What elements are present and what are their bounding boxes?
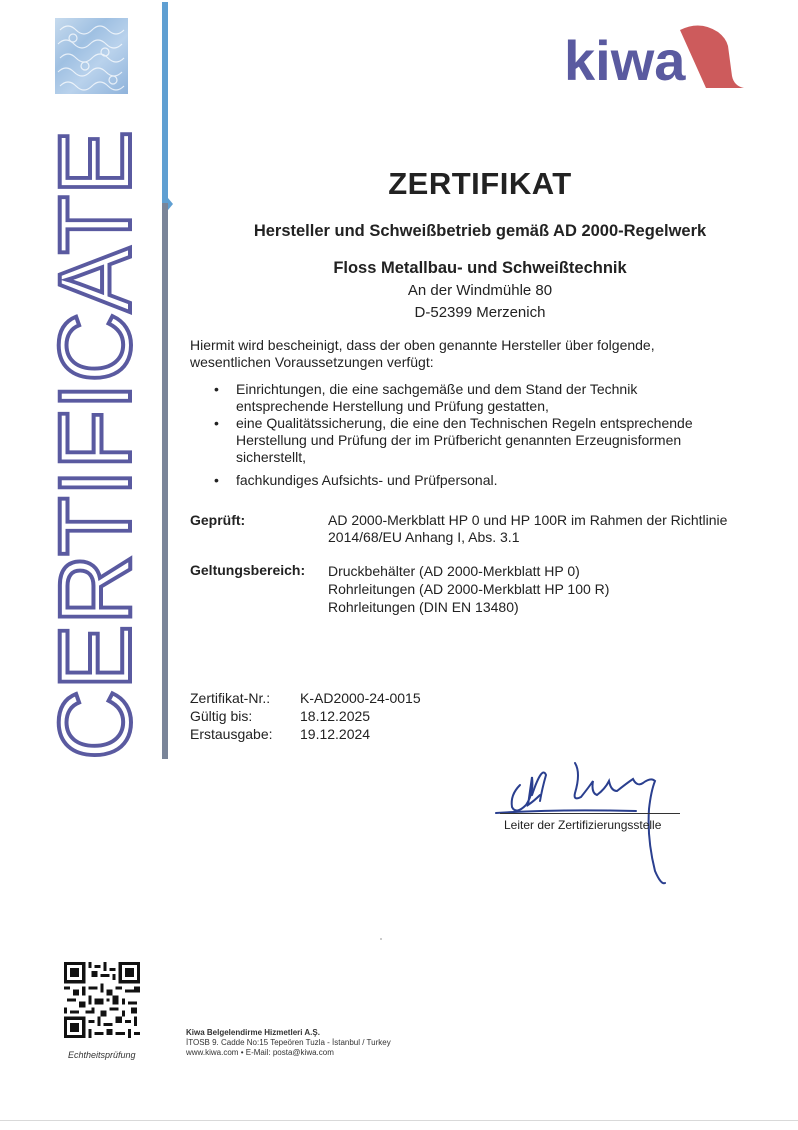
geprueft-value: AD 2000-Merkblatt HP 0 und HP 100R im Rahmen der Richtlinie 2014/68/EU Anhang I, Abs. 3.1 bbox=[328, 512, 728, 545]
intro-paragraph bbox=[190, 337, 710, 371]
accent-bar-blue bbox=[162, 2, 168, 203]
list-item: • eine Qualitätssicherung, die eine den Technischen Regeln entsprechende Herstellung und Prüfung der im Prüfbericht genannten Erzeugnisformen sicherstellt, bbox=[214, 415, 693, 465]
intro-line: wesentlichen Voraussetzungen verfügt: bbox=[190, 354, 434, 370]
first-issue-value: 19.12.2024 bbox=[300, 726, 371, 742]
geltung-value: Druckbehälter (AD 2000-Merkblatt HP 0) Rohrleitungen (AD 2000-Merkblatt HP 100 R) Rohrleitungen (DIN EN 13480) bbox=[328, 563, 610, 615]
certificate-side-text: CERTIFICATE bbox=[38, 100, 152, 760]
bullet-icon: • bbox=[214, 381, 219, 397]
list-item: • fachkundiges Aufsichts- und Prüfpersonal. bbox=[214, 472, 498, 488]
signature-line bbox=[500, 813, 680, 814]
bullet-icon: • bbox=[214, 472, 219, 488]
qr-caption: Echtheitsprüfung bbox=[68, 1050, 136, 1060]
certificate-side-word bbox=[38, 100, 152, 760]
company-street: An der Windmühle 80 bbox=[407, 282, 553, 299]
accent-bar-gray bbox=[162, 203, 168, 759]
requirements-list bbox=[214, 381, 724, 489]
issuer-footer bbox=[186, 1028, 391, 1058]
kiwa-logo-text: kiwa bbox=[564, 29, 686, 92]
company-city: D-52399 Merzenich bbox=[414, 304, 546, 321]
list-item: • Einrichtungen, die eine sachgemäße und dem Stand der Technik entsprechende Herstellung und Prüfung gestatten, bbox=[214, 381, 638, 414]
first-issue-label: Erstausgabe: bbox=[190, 726, 273, 742]
issuer-name: Kiwa Belgelendirme Hizmetleri A.Ş. bbox=[186, 1028, 320, 1037]
signature-role: Leiter der Zertifizierungsstelle bbox=[504, 818, 662, 832]
page-bottom-rule bbox=[0, 1120, 798, 1121]
document-title: ZERTIFIKAT bbox=[388, 166, 572, 201]
bullet-icon: • bbox=[214, 415, 219, 431]
geltung-label: Geltungsbereich: bbox=[190, 562, 306, 578]
cert-number-label: Zertifikat-Nr.: bbox=[190, 690, 271, 706]
hologram-seal bbox=[55, 18, 128, 94]
valid-until-label: Gültig bis: bbox=[190, 708, 253, 724]
qr-code[interactable] bbox=[64, 962, 140, 1038]
geprueft-label: Geprüft: bbox=[190, 512, 246, 528]
cert-number-value: K-AD2000-24-0015 bbox=[300, 690, 421, 706]
issuer-website-link[interactable]: www.kiwa.com bbox=[186, 1048, 239, 1057]
footer-separator: • bbox=[240, 1048, 244, 1057]
company-name: Floss Metallbau- und Schweißtechnik bbox=[333, 259, 627, 277]
issuer-contact bbox=[186, 1048, 391, 1058]
intro-line: Hiermit wird bescheinigt, dass der oben genannte Hersteller über folgende, bbox=[190, 337, 655, 353]
issuer-email-link[interactable]: E-Mail: posta@kiwa.com bbox=[245, 1048, 334, 1057]
document-subtitle: Hersteller und Schweißbetrieb gemäß AD 2000-Regelwerk bbox=[253, 222, 707, 240]
valid-until-value: 18.12.2025 bbox=[300, 708, 371, 724]
kiwa-logo bbox=[562, 22, 762, 92]
scan-speck bbox=[380, 938, 382, 940]
issuer-address: İTOSB 9. Cadde No:15 Tepeören Tuzla - İstanbul / Turkey bbox=[186, 1038, 391, 1047]
